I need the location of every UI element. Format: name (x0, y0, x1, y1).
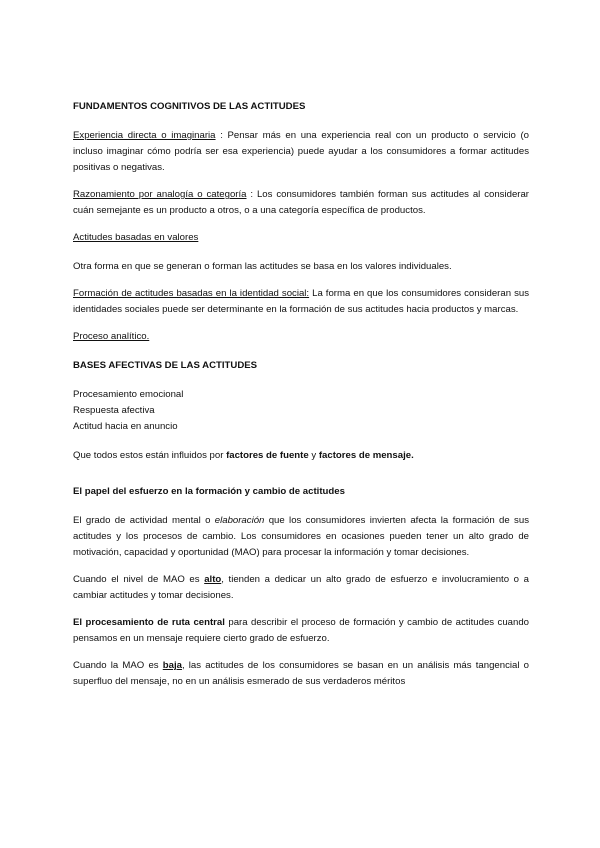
paragraph-text: y (308, 450, 319, 461)
paragraph-text: Cuando el nivel de MAO es (73, 574, 205, 585)
paragraph-text: para describir el proceso de formación y cambio de actitudes cuando pensamos en un mensaje requiere cierto grado de esfuerzo. (73, 617, 530, 644)
paragraph-text: , las actitudes de los consumidores se basan en un análisis más tangencial o superfluo del mensaje, no en un análisis esmerado de sus verdaderos méritos (73, 660, 529, 687)
paragraph-values: Otra forma en que se generan o forman las actitudes se basa en los valores individuales. (73, 261, 452, 272)
term-message-factors: factores de mensaje. (318, 450, 414, 461)
heading-effort-role: El papel del esfuerzo en la formación y cambio de actitudes (73, 486, 345, 497)
paragraph-mao-high (73, 572, 529, 604)
paragraph-text: La forma en que los consumidores consideran sus identidades sociales puede ser determinante en la formación de sus actitudes hacia productos y marcas. (73, 288, 529, 315)
paragraph-text: , tienden a dedicar un alto grado de esfuerzo e involucramiento o a cambiar actitudes y tomar decisiones. (73, 574, 529, 601)
paragraph-elaboration (73, 513, 529, 561)
paragraph-factors (73, 448, 529, 464)
paragraph-analogy (73, 187, 529, 219)
term-low: baja (162, 660, 182, 671)
heading-values: Actitudes basadas en valores (73, 232, 199, 243)
heading-analytic-process: Proceso analítico. (73, 331, 150, 342)
paragraph-text: Cuando la MAO es (73, 660, 163, 671)
term-high: alto (204, 574, 222, 585)
list-item: Respuesta afectiva (73, 405, 155, 416)
section-title-affective: BASES AFECTIVAS DE LAS ACTITUDES (73, 360, 258, 371)
affective-list (73, 387, 529, 435)
term-central-route: El procesamiento de ruta central (73, 617, 225, 628)
document-content (73, 99, 529, 690)
term-elaboration: elaboración (214, 515, 265, 526)
paragraph-text: : Los consumidores también forman sus actitudes al considerar cuán semejante es un producto a otros, o a una categoría específica de productos. (73, 189, 530, 216)
term-direct-experience: Experiencia directa o imaginaria (73, 130, 216, 141)
paragraph-central-route (73, 615, 529, 647)
paragraph-text: El grado de actividad mental o (73, 515, 215, 526)
paragraph-social-identity (73, 286, 529, 318)
list-item: Actitud hacia en anuncio (73, 421, 178, 432)
paragraph-text: que los consumidores invierten afecta la formación de sus actitudes y los procesos de cambio. Los consumidores en ocasiones pueden tener un alto grado de motivación, capacidad y oportunidad (MAO) para procesar la información y tomar decisiones. (73, 515, 529, 558)
paragraph-text: : Pensar más en una experiencia real con un producto o servicio (o incluso imaginar cómo podría ser esa experiencia) puede ayudar a los consumidores a formar actitudes positivas o negativas. (73, 130, 529, 173)
term-social-identity: Formación de actitudes basadas en la identidad social: (73, 288, 310, 299)
paragraph-mao-low (73, 658, 529, 690)
list-item: Procesamiento emocional (73, 389, 184, 400)
term-analogy: Razonamiento por analogía o categoría (73, 189, 247, 200)
term-source-factors: factores de fuente (226, 450, 309, 461)
paragraph-direct-experience (73, 128, 529, 176)
paragraph-text: Que todos estos están influidos por (73, 450, 227, 461)
section-title-cognitive: FUNDAMENTOS COGNITIVOS DE LAS ACTITUDES (73, 101, 306, 112)
